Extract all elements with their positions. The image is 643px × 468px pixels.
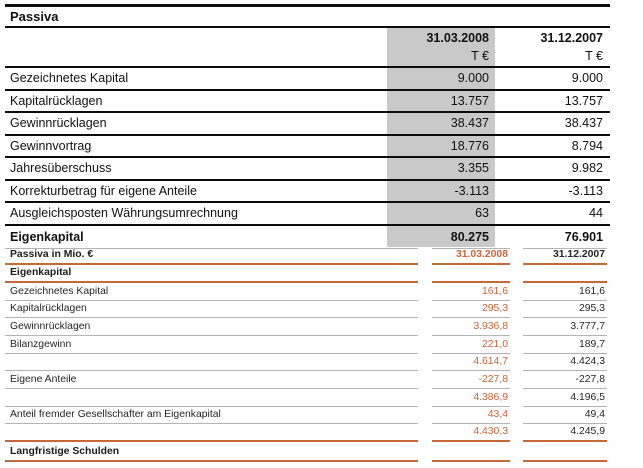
value-2007: 49,4 (523, 407, 607, 425)
row-label: Eigenkapital (10, 229, 84, 244)
row-label (5, 424, 418, 442)
passiva-teur-table (5, 4, 610, 248)
value-2007: -3.113 (568, 183, 603, 198)
value-2008: 80.275 (450, 229, 489, 244)
row-label (5, 389, 418, 407)
subtotal-row (5, 389, 610, 407)
column-header-unit-2008: T € (471, 48, 489, 63)
value-2007: 4.245,9 (523, 424, 607, 442)
value-2007: 8.794 (571, 138, 603, 153)
table-row-kapitalruecklagen (5, 301, 610, 319)
table-row-ausgleichsposten (5, 203, 610, 226)
value-2007 (523, 265, 607, 283)
row-label: Jahresüberschuss (10, 161, 112, 176)
table-row-jahresueberschuss (5, 158, 610, 181)
value-2008: 295,3 (432, 301, 510, 319)
row-label: Gewinnvortrag (10, 138, 92, 153)
value-2007: 3.777,7 (523, 318, 607, 336)
column-header-date-2008: 31.03.2008 (426, 31, 489, 46)
value-2008: 161,6 (432, 283, 510, 301)
row-label: Ausgleichsposten Währungsumrechnung (10, 206, 238, 221)
value-2008: 4.430,3 (432, 424, 510, 442)
value-2007: 4.196,5 (523, 389, 607, 407)
row-label: Gezeichnetes Kapital (5, 283, 418, 301)
subtotal-row (5, 354, 610, 372)
table2-title: Passiva in Mio. € (5, 248, 418, 266)
value-2007: 38.437 (564, 116, 603, 131)
row-label: Gezeichnetes Kapital (10, 71, 129, 86)
row-label (5, 354, 418, 372)
column-header-unit-2007: T € (585, 48, 603, 63)
header-spacer (5, 49, 384, 63)
value-2008: 43,4 (432, 407, 510, 425)
table2-header-row (5, 248, 610, 266)
value-2008: 9.000 (457, 71, 489, 86)
value-2008: 4.386,9 (432, 389, 510, 407)
section-row-langfristige-schulden (5, 442, 610, 462)
value-2007 (523, 442, 607, 462)
row-label: Gewinnrücklagen (10, 116, 107, 131)
row-label: Bilanzgewinn (5, 336, 418, 354)
value-2008: 13.757 (450, 93, 489, 108)
table-row-anteil-fremder-gesellschafter (5, 407, 610, 425)
section-label: Eigenkapital (5, 265, 418, 283)
value-2007: 295,3 (523, 301, 607, 319)
value-2008 (432, 442, 510, 462)
table-row-eigene-anteile (5, 371, 610, 389)
value-2008: 38.437 (450, 116, 489, 131)
value-2007: 4.424,3 (523, 354, 607, 372)
row-label: Korrekturbetrag für eigene Anteile (10, 183, 197, 198)
row-label: Kapitalrücklagen (5, 301, 418, 319)
passiva-mio-table (5, 248, 610, 462)
value-2008: -3.113 (454, 183, 489, 198)
value-2008: 63 (475, 206, 489, 221)
section-label: Langfristige Schulden (5, 442, 418, 462)
table1-title: Passiva (5, 4, 610, 28)
value-2007: 161,6 (523, 283, 607, 301)
table-row-kapitalruecklagen (5, 91, 610, 114)
column-header-date-2008: 31.03.2008 (432, 248, 510, 266)
column-header-date-2007: 31.12.2007 (523, 248, 607, 266)
value-2008: 3.936,8 (432, 318, 510, 336)
total-row (5, 424, 610, 442)
value-2008 (432, 265, 510, 283)
table1-header (5, 28, 610, 68)
header-spacer (5, 31, 384, 45)
value-2007: 76.901 (564, 229, 603, 244)
table-row-gezeichnetes-kapital (5, 68, 610, 91)
row-label: Eigene Anteile (5, 371, 418, 389)
section-row-eigenkapital (5, 265, 610, 283)
value-2007: -227,8 (523, 371, 607, 389)
table-row-gewinnvortrag (5, 136, 610, 159)
table-row-korrekturbetrag (5, 181, 610, 204)
value-2008: 221,0 (432, 336, 510, 354)
value-2007: 189,7 (523, 336, 607, 354)
value-2008: 3.355 (457, 161, 489, 176)
value-2008: 18.776 (450, 138, 489, 153)
table-row-gezeichnetes-kapital (5, 283, 610, 301)
value-2007: 9.982 (571, 161, 603, 176)
value-2007: 44 (589, 206, 603, 221)
table-row-gewinnruecklagen (5, 318, 610, 336)
table-row-bilanzgewinn (5, 336, 610, 354)
row-label: Anteil fremder Gesellschafter am Eigenkapital (5, 407, 418, 425)
value-2008: -227,8 (432, 371, 510, 389)
table-row-gewinnruecklagen (5, 113, 610, 136)
value-2007: 9.000 (571, 71, 603, 86)
value-2007: 13.757 (564, 93, 603, 108)
row-label: Gewinnrücklagen (5, 318, 418, 336)
total-row-eigenkapital (5, 226, 610, 249)
column-header-date-2007: 31.12.2007 (540, 31, 603, 46)
value-2008: 4.614,7 (432, 354, 510, 372)
row-label: Kapitalrücklagen (10, 93, 103, 108)
